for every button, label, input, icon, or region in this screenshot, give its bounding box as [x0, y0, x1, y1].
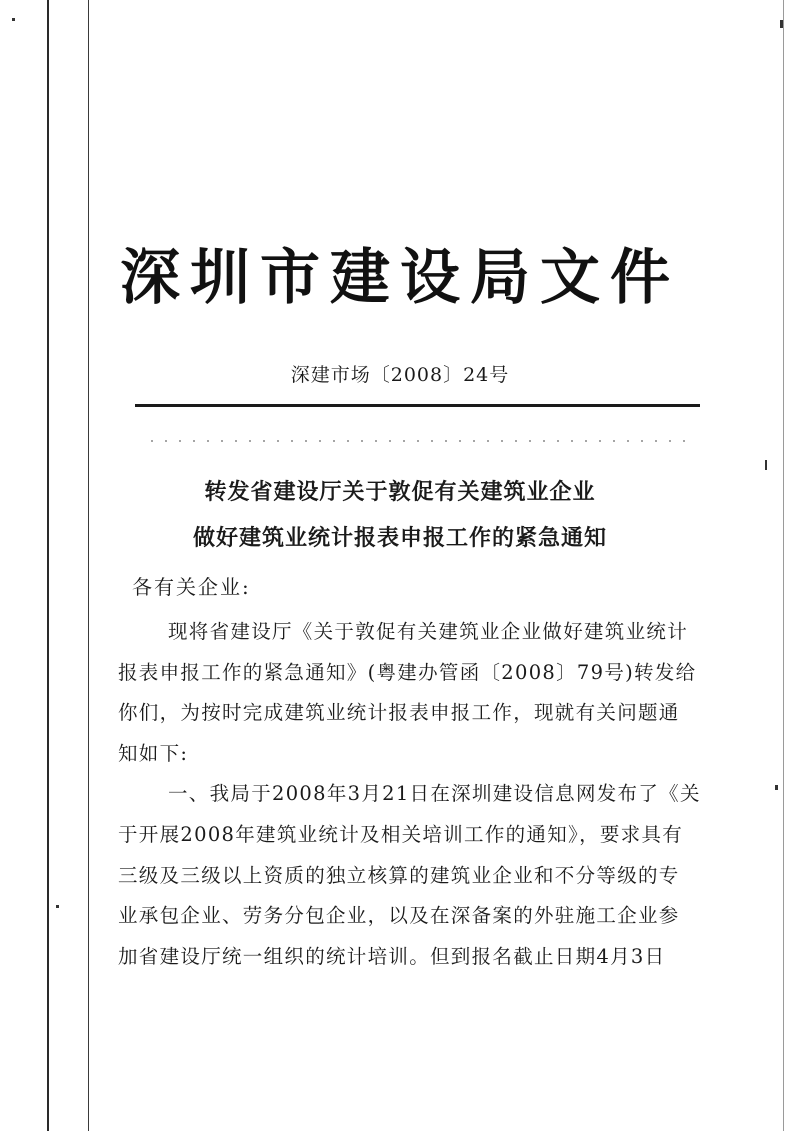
notice-title — [0, 470, 800, 562]
scan-speck — [56, 905, 59, 908]
body-line: 加省建设厅统一组织的统计培训。但到报名截止日期4月3日 — [118, 944, 666, 968]
scan-edge-line — [88, 0, 89, 1131]
scan-speck — [765, 460, 767, 470]
scan-dotted-line — [145, 440, 685, 442]
body-line: 业承包企业、劳务分包企业，以及在深备案的外驻施工企业参 — [118, 904, 680, 928]
body-line: 现将省建设厅《关于敦促有关建筑业企业做好建筑业统计 — [168, 620, 689, 643]
notice-title-line: 做好建筑业统计报表申报工作的紧急通知 — [192, 526, 607, 551]
scan-edge-line — [783, 0, 784, 1131]
salutation: 各有关企业: — [132, 575, 251, 599]
body-line: 一、我局于2008年3月21日在深圳建设信息网发布了《关 — [168, 782, 701, 806]
body-line: 三级及三级以上资质的独立核算的建筑业企业和不分等级的专 — [118, 863, 680, 887]
body-line: 知如下: — [118, 741, 189, 765]
document-title: 深圳市建设局文件 — [120, 243, 680, 313]
scan-speck — [780, 20, 783, 28]
body-text — [118, 612, 701, 977]
notice-title-line: 转发省建设厅关于敦促有关建筑业企业 — [204, 480, 596, 505]
body-line: 于开展2008年建筑业统计及相关培训工作的通知》，要求具有 — [118, 822, 684, 846]
scan-edge-line — [47, 0, 49, 1131]
body-line: 报表申报工作的紧急通知》(粤建办管函〔2008〕79号)转发给 — [118, 660, 697, 684]
document-number: 深建市场〔2008〕24号 — [290, 364, 510, 386]
scan-speck — [12, 18, 15, 21]
body-line: 你们，为按时完成建筑业统计报表申报工作，现就有关问题通 — [118, 701, 680, 725]
scan-speck — [775, 785, 778, 790]
header-rule — [135, 404, 700, 407]
